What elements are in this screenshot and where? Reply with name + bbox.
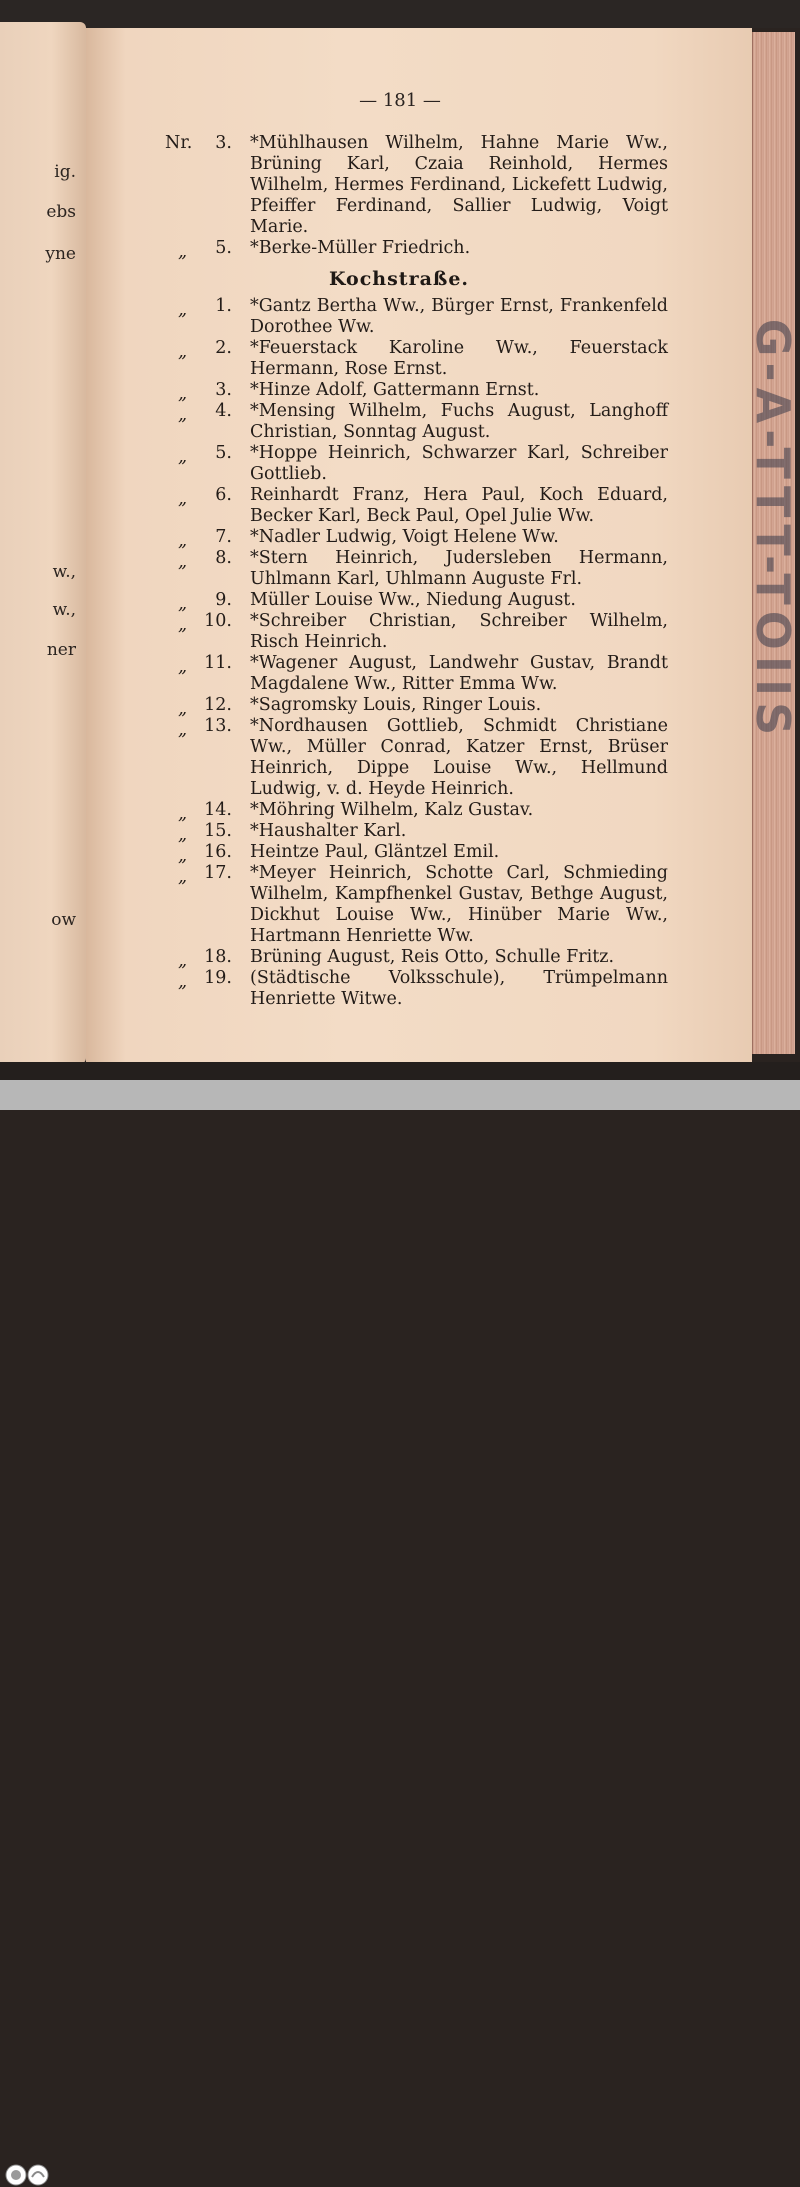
house-number: 5. <box>215 443 232 463</box>
left-page-fragment: ig. <box>54 162 76 182</box>
ditto-mark: „ <box>178 300 188 320</box>
ditto-mark: „ <box>178 384 188 404</box>
residents-text: Müller Louise Ww., Niedung August. <box>250 590 576 610</box>
list-item <box>0 238 800 262</box>
ditto-mark: „ <box>178 657 188 677</box>
viewer-footer-bar <box>0 1080 800 1110</box>
list-item <box>0 590 800 614</box>
ditto-mark: „ <box>178 242 188 262</box>
left-page-fragment: w., <box>52 600 76 620</box>
residents-text: *Haushalter Karl. <box>250 821 407 841</box>
list-item <box>0 548 800 590</box>
list-item <box>0 338 800 380</box>
list-item <box>0 947 800 971</box>
residents-text: *Mensing Wilhelm, Fuchs August, Langhoff Christian, Sonntag August. <box>250 401 668 442</box>
entry-prefix: Nr. <box>165 133 193 153</box>
house-number: 1. <box>215 296 232 316</box>
house-number: 2. <box>215 338 232 358</box>
ditto-mark: „ <box>178 846 188 866</box>
house-number: 18. <box>204 947 232 967</box>
house-number: 3. <box>215 133 232 153</box>
house-number: 17. <box>204 863 232 883</box>
house-number: 9. <box>215 590 232 610</box>
list-item <box>0 611 800 653</box>
house-number: 19. <box>204 968 232 988</box>
residents-text: *Berke-Müller Friedrich. <box>250 238 471 258</box>
house-number: 16. <box>204 842 232 862</box>
top-shadow <box>0 0 800 28</box>
bottom-shadow <box>0 1062 800 1082</box>
residents-text: *Nordhausen Gottlieb, Schmidt Christiane Ww., Müller Conrad, Katzer Ernst, Brüser Heinrich, Dippe Louise Ww., Hellmund Ludwig, v. d. Heyde Heinrich. <box>250 716 668 799</box>
house-number: 8. <box>215 548 232 568</box>
left-page-fragment: ner <box>46 640 76 660</box>
list-item <box>0 380 800 404</box>
ditto-mark: „ <box>178 447 188 467</box>
house-number: 11. <box>204 653 232 673</box>
house-number: 15. <box>204 821 232 841</box>
ditto-mark: „ <box>178 552 188 572</box>
residents-text: *Gantz Bertha Ww., Bürger Ernst, Frankenfeld Dorothee Ww. <box>250 296 668 337</box>
street-heading: Kochstraße. <box>328 268 470 290</box>
ditto-mark: „ <box>178 720 188 740</box>
residents-text: Brüning August, Reis Otto, Schulle Fritz. <box>250 947 615 967</box>
residents-text: Reinhardt Franz, Hera Paul, Koch Eduard, Becker Karl, Beck Paul, Opel Julie Ww. <box>250 485 668 526</box>
ditto-mark: „ <box>178 489 188 509</box>
left-page-fragment: w., <box>52 562 76 582</box>
page-number: — 181 — <box>359 90 441 111</box>
left-page-fragment: ebs <box>46 202 76 222</box>
list-item <box>0 133 800 238</box>
house-number: 5. <box>215 238 232 258</box>
house-number: 14. <box>204 800 232 820</box>
residents-text: Heintze Paul, Gläntzel Emil. <box>250 842 500 862</box>
ditto-mark: „ <box>178 594 188 614</box>
house-number: 12. <box>204 695 232 715</box>
residents-text: *Feuerstack Karoline Ww., Feuerstack Hermann, Rose Ernst. <box>250 338 668 379</box>
edge-print-text: G-A-TTT-TOIIS <box>746 318 800 742</box>
directory-listing <box>0 133 800 1010</box>
library-logo-icon <box>4 2163 54 2187</box>
list-item <box>0 716 800 800</box>
ditto-mark: „ <box>178 825 188 845</box>
list-item <box>0 401 800 443</box>
list-item <box>0 485 800 527</box>
list-item <box>0 968 800 1010</box>
house-number: 10. <box>204 611 232 631</box>
list-item <box>0 695 800 719</box>
residents-text: *Mühlhausen Wilhelm, Hahne Marie Ww., Brüning Karl, Czaia Reinhold, Hermes Wilhelm, Hermes Ferdinand, Lickefett Ludwig, Pfeiffer Ferdinand, Sallier Ludwig, Voigt Marie. <box>250 133 668 237</box>
residents-text: (Städtische Volksschule), Trümpelmann Henriette Witwe. <box>250 968 668 1009</box>
list-item <box>0 527 800 551</box>
list-item <box>0 443 800 485</box>
list-item <box>0 842 800 866</box>
ditto-mark: „ <box>178 972 188 992</box>
residents-text: *Wagener August, Landwehr Gustav, Brandt Magdalene Ww., Ritter Emma Ww. <box>250 653 668 694</box>
ditto-mark: „ <box>178 615 188 635</box>
residents-text: *Meyer Heinrich, Schotte Carl, Schmieding Wilhelm, Kampfhenkel Gustav, Bethge August, Dickhut Louise Ww., Hinüber Marie Ww., Hartmann Henriette Ww. <box>250 863 668 946</box>
ditto-mark: „ <box>178 867 188 887</box>
house-number: 4. <box>215 401 232 421</box>
ditto-mark: „ <box>178 531 188 551</box>
residents-text: *Möhring Wilhelm, Kalz Gustav. <box>250 800 534 820</box>
list-item <box>0 653 800 695</box>
left-page-fragment: ow <box>51 910 76 930</box>
residents-text: *Hinze Adolf, Gattermann Ernst. <box>250 380 540 400</box>
house-number: 7. <box>215 527 232 547</box>
residents-text: *Hoppe Heinrich, Schwarzer Karl, Schreiber Gottlieb. <box>250 443 668 484</box>
ditto-mark: „ <box>178 342 188 362</box>
ditto-mark: „ <box>178 699 188 719</box>
list-item <box>0 800 800 824</box>
ditto-mark: „ <box>178 405 188 425</box>
residents-text: *Nadler Ludwig, Voigt Helene Ww. <box>250 527 559 547</box>
ditto-mark: „ <box>178 951 188 971</box>
ditto-mark: „ <box>178 804 188 824</box>
residents-text: *Sagromsky Louis, Ringer Louis. <box>250 695 542 715</box>
left-page-fragment: yne <box>45 244 76 264</box>
house-number: 6. <box>215 485 232 505</box>
list-item <box>0 296 800 338</box>
house-number: 13. <box>204 716 232 736</box>
list-item <box>0 821 800 845</box>
house-number: 3. <box>215 380 232 400</box>
residents-text: *Schreiber Christian, Schreiber Wilhelm, Risch Heinrich. <box>250 611 668 652</box>
residents-text: *Stern Heinrich, Judersleben Hermann, Uhlmann Karl, Uhlmann Auguste Frl. <box>250 548 668 589</box>
list-item <box>0 863 800 947</box>
